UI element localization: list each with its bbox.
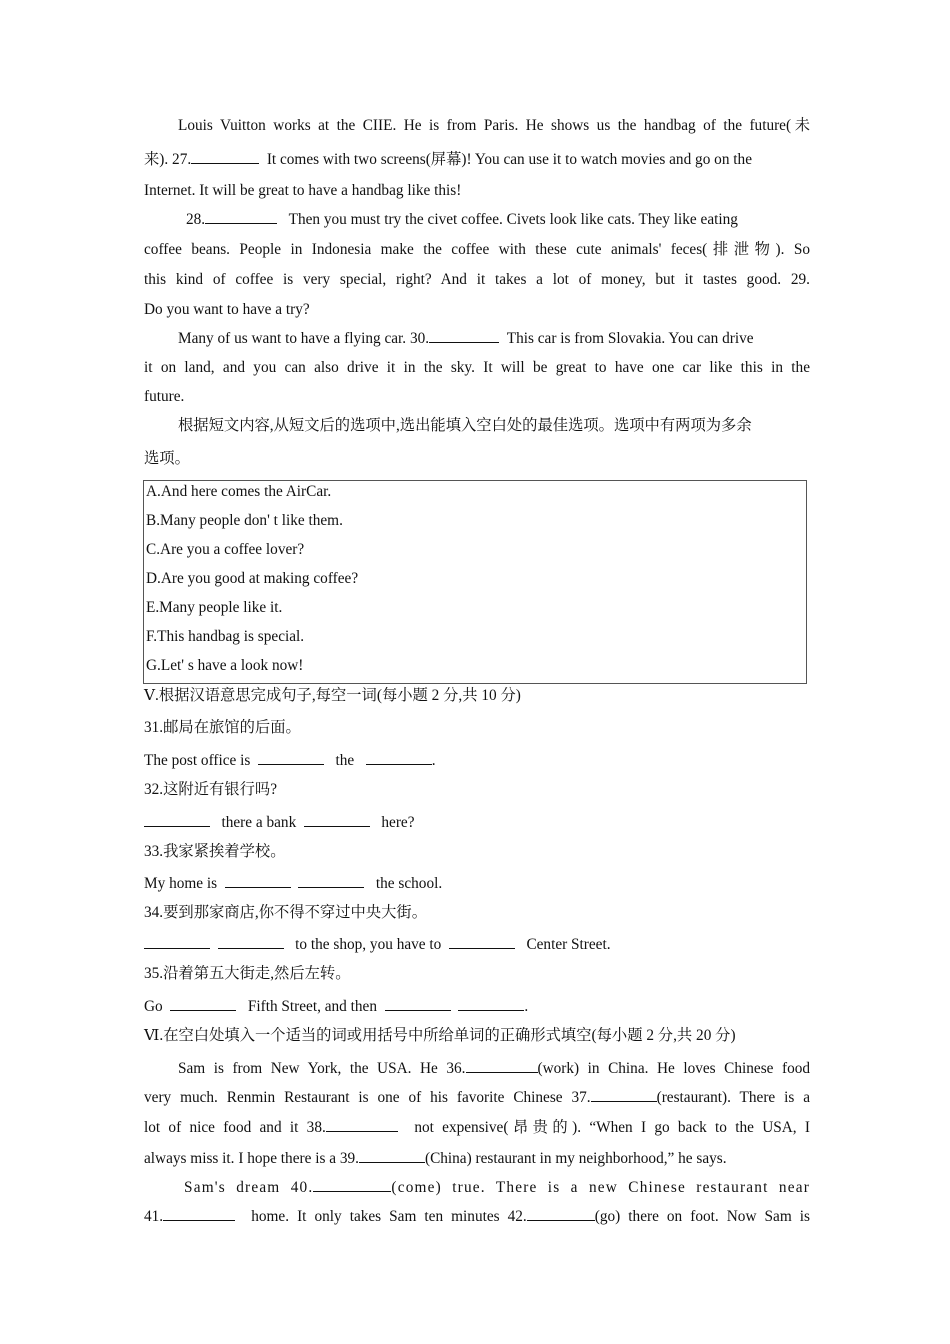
- option-d: D.Are you good at making coffee?: [146, 570, 359, 587]
- answer-blank-27[interactable]: [191, 149, 259, 164]
- question-en: The post office is the .: [144, 752, 436, 769]
- options-box: [143, 480, 807, 684]
- passage-line: lot of nice food and it 38. not expensive(昂贵的). “When I go back to the USA, I: [144, 1119, 810, 1136]
- passage-line: 来). 27. It comes with two screens(屏幕)! You can use it to watch movies and go on the: [144, 151, 752, 168]
- answer-blank-34c[interactable]: [449, 934, 515, 949]
- answer-blank-37[interactable]: [591, 1087, 657, 1102]
- section-title: Ⅵ.在空白处填入一个适当的词或用括号中所给单词的正确形式填空(每小题 2 分,共 20 分): [144, 1027, 736, 1044]
- option-f: F.This handbag is special.: [146, 628, 305, 645]
- passage-line: it on land, and you can also drive it in the sky. It will be great to have one car like this in the: [144, 359, 810, 376]
- passage-line: Louis Vuitton works at the CIIE. He is from Paris. He shows us the handbag of the future(未: [178, 117, 810, 134]
- question-en: Go Fifth Street, and then .: [144, 998, 529, 1015]
- option-e: E.Many people like it.: [146, 599, 283, 616]
- answer-blank-36[interactable]: [466, 1058, 538, 1073]
- answer-blank-40[interactable]: [313, 1177, 391, 1192]
- answer-blank-39[interactable]: [359, 1148, 425, 1163]
- passage-line: this kind of coffee is very special, right? And it takes a lot of money, but it tastes good. 29.: [144, 271, 810, 288]
- option-c: C.Are you a coffee lover?: [146, 541, 305, 558]
- question-en: there a bank here?: [144, 812, 415, 833]
- answer-blank-28[interactable]: [205, 209, 277, 224]
- question-en: My home is the school.: [144, 875, 443, 892]
- answer-blank-38[interactable]: [326, 1117, 398, 1132]
- instruction-text: 根据短文内容,从短文后的选项中,选出能填入空白处的最佳选项。选项中有两项为多余: [178, 417, 752, 434]
- option-a: A.And here comes the AirCar.: [146, 483, 332, 500]
- answer-blank-33b[interactable]: [298, 873, 364, 888]
- option-b: B.Many people don' t like them.: [146, 512, 343, 529]
- answer-blank-32b[interactable]: [304, 812, 370, 827]
- answer-blank-32a[interactable]: [144, 812, 210, 827]
- passage-line: Do you want to have a try?: [144, 301, 310, 318]
- question-cn: 31.邮局在旅馆的后面。: [144, 719, 301, 736]
- passage-line: coffee beans. People in Indonesia make the coffee with these cute animals' feces(排泄物). So: [144, 241, 810, 258]
- question-en: to the shop, you have to Center Street.: [144, 934, 611, 955]
- instruction-text: 选项。: [144, 450, 190, 467]
- section-title: Ⅴ.根据汉语意思完成句子,每空一词(每小题 2 分,共 10 分): [144, 687, 521, 704]
- answer-blank-35c[interactable]: [458, 996, 524, 1011]
- passage-line: very much. Renmin Restaurant is one of his favorite Chinese 37. (restaurant). There is a: [144, 1089, 810, 1106]
- option-g: G.Let' s have a look now!: [146, 657, 304, 674]
- answer-blank-41[interactable]: [163, 1206, 235, 1221]
- answer-blank-31a[interactable]: [258, 750, 324, 765]
- question-cn: 33.我家紧挨着学校。: [144, 843, 286, 860]
- passage-line: Sam's dream 40. (come) true. There is a new Chinese restaurant near: [184, 1179, 810, 1196]
- answer-blank-33a[interactable]: [225, 873, 291, 888]
- answer-blank-31b[interactable]: [366, 750, 432, 765]
- question-cn: 35.沿着第五大街走,然后左转。: [144, 965, 351, 982]
- question-cn: 34.要到那家商店,你不得不穿过中央大街。: [144, 904, 427, 921]
- passage-line: Many of us want to have a flying car. 30. This car is from Slovakia. You can drive: [178, 330, 754, 347]
- passage-line: Sam is from New York, the USA. He 36. (work) in China. He loves Chinese food: [178, 1060, 811, 1077]
- answer-blank-35b[interactable]: [385, 996, 451, 1011]
- passage-line: always miss it. I hope there is a 39. (China) restaurant in my neighborhood,” he says.: [144, 1150, 727, 1167]
- passage-line: future.: [144, 388, 185, 405]
- question-cn: 32.这附近有银行吗?: [144, 781, 277, 798]
- answer-blank-34b[interactable]: [218, 934, 284, 949]
- passage-line: Internet. It will be great to have a handbag like this!: [144, 182, 462, 199]
- answer-blank-34a[interactable]: [144, 934, 210, 949]
- answer-blank-35a[interactable]: [170, 996, 236, 1011]
- passage-line: 28. Then you must try the civet coffee. Civets look like cats. They like eating: [186, 211, 738, 228]
- answer-blank-42[interactable]: [527, 1206, 595, 1221]
- answer-blank-30[interactable]: [429, 328, 499, 343]
- passage-line: 41. home. It only takes Sam ten minutes 42. (go) there on foot. Now Sam is: [144, 1208, 810, 1225]
